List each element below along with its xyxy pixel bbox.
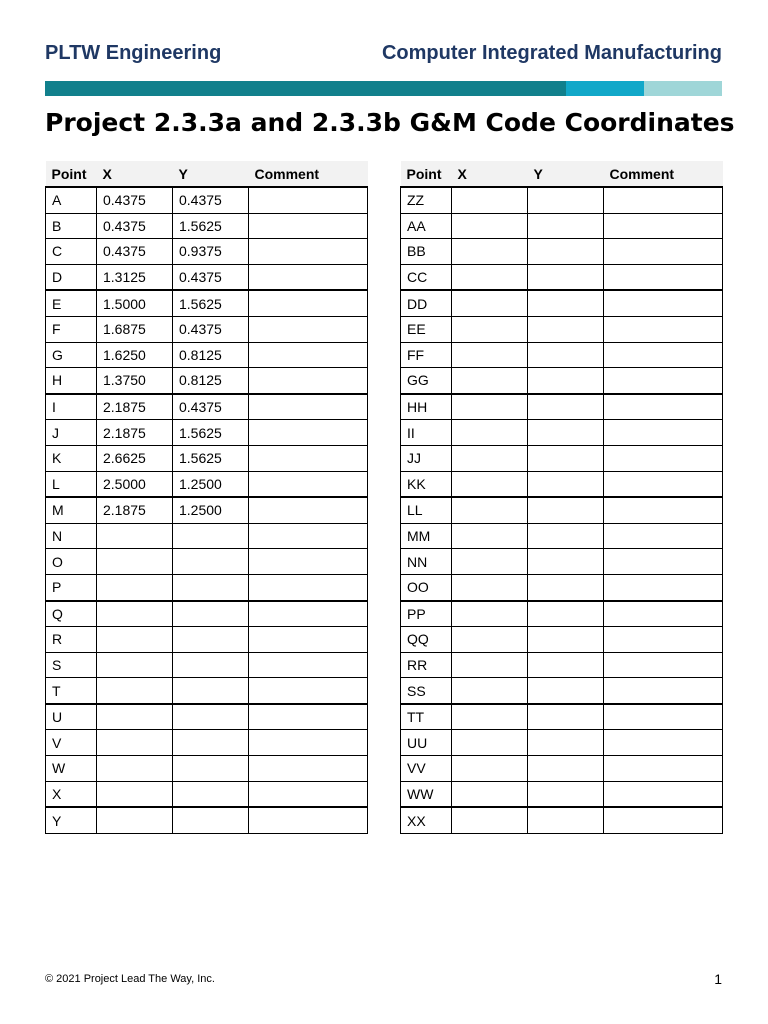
cell-x — [97, 678, 173, 704]
cell-comment — [249, 756, 368, 782]
table-row — [46, 807, 368, 833]
cell-y — [528, 394, 604, 420]
table-row — [401, 368, 723, 394]
cell-x — [452, 678, 528, 704]
cell-comment — [249, 497, 368, 523]
table-row — [46, 549, 368, 575]
column-header-x: X — [97, 161, 173, 187]
table-row — [401, 445, 723, 471]
table-row — [46, 627, 368, 653]
cell-y — [528, 807, 604, 833]
cell-point: N — [46, 523, 97, 549]
table-row — [401, 342, 723, 368]
cell-comment — [604, 601, 723, 627]
cell-x — [452, 445, 528, 471]
table-row — [46, 756, 368, 782]
cell-x — [97, 730, 173, 756]
table-row — [401, 497, 723, 523]
cell-comment — [604, 497, 723, 523]
cell-point: B — [46, 213, 97, 239]
cell-y — [528, 368, 604, 394]
cell-x — [452, 316, 528, 342]
cell-point: DD — [401, 290, 452, 316]
cell-x — [452, 781, 528, 807]
cell-x — [452, 627, 528, 653]
cell-comment — [604, 627, 723, 653]
footer-page-number: 1 — [714, 971, 722, 987]
cell-y — [173, 730, 249, 756]
cell-x — [97, 601, 173, 627]
cell-comment — [604, 807, 723, 833]
table-header-row — [401, 161, 723, 187]
cell-y: 1.5625 — [173, 290, 249, 316]
cell-comment — [604, 316, 723, 342]
cell-x — [97, 549, 173, 575]
column-header-point: Point — [46, 161, 97, 187]
cell-comment — [249, 678, 368, 704]
column-header-y: Y — [173, 161, 249, 187]
cell-point: W — [46, 756, 97, 782]
table-row — [46, 394, 368, 420]
cell-point: P — [46, 574, 97, 600]
cell-point: L — [46, 471, 97, 497]
cell-point: II — [401, 420, 452, 446]
cell-x — [452, 394, 528, 420]
table-row — [46, 239, 368, 265]
cell-x: 1.3125 — [97, 264, 173, 290]
cell-y — [528, 574, 604, 600]
table-row — [401, 601, 723, 627]
header-course-name: Computer Integrated Manufacturing — [381, 42, 722, 64]
cell-y — [528, 730, 604, 756]
cell-y — [528, 290, 604, 316]
cell-x — [452, 264, 528, 290]
cell-point: V — [46, 730, 97, 756]
table-row — [401, 316, 723, 342]
column-header-comment: Comment — [249, 161, 368, 187]
cell-y — [528, 445, 604, 471]
cell-x — [97, 704, 173, 730]
table-row — [46, 601, 368, 627]
cell-y — [528, 678, 604, 704]
cell-point: A — [46, 187, 97, 213]
cell-comment — [604, 187, 723, 213]
cell-y — [528, 756, 604, 782]
cell-x — [452, 730, 528, 756]
cell-point: J — [46, 420, 97, 446]
table-row — [46, 187, 368, 213]
cell-comment — [604, 781, 723, 807]
cell-y: 0.4375 — [173, 316, 249, 342]
cell-comment — [249, 213, 368, 239]
table-row — [46, 678, 368, 704]
cell-comment — [604, 471, 723, 497]
table-row — [401, 549, 723, 575]
table-row — [46, 316, 368, 342]
column-header-y: Y — [528, 161, 604, 187]
header-band-blue — [566, 81, 644, 96]
cell-point: H — [46, 368, 97, 394]
cell-x — [97, 523, 173, 549]
cell-point: ZZ — [401, 187, 452, 213]
cell-point: R — [46, 627, 97, 653]
cell-x: 0.4375 — [97, 213, 173, 239]
header-band-light-teal — [644, 81, 722, 96]
cell-comment — [604, 213, 723, 239]
cell-y — [528, 497, 604, 523]
cell-x — [452, 471, 528, 497]
cell-x: 0.4375 — [97, 187, 173, 213]
table-row — [46, 264, 368, 290]
cell-y — [528, 627, 604, 653]
table-row — [401, 394, 723, 420]
cell-comment — [604, 264, 723, 290]
cell-y — [173, 678, 249, 704]
cell-y: 1.2500 — [173, 497, 249, 523]
cell-x — [452, 652, 528, 678]
cell-x: 2.1875 — [97, 394, 173, 420]
cell-x: 1.5000 — [97, 290, 173, 316]
cell-x — [452, 756, 528, 782]
cell-comment — [249, 807, 368, 833]
table-row — [401, 730, 723, 756]
cell-point: G — [46, 342, 97, 368]
cell-comment — [249, 290, 368, 316]
cell-point: NN — [401, 549, 452, 575]
cell-comment — [604, 523, 723, 549]
cell-y — [528, 704, 604, 730]
cell-comment — [604, 342, 723, 368]
cell-y — [173, 574, 249, 600]
cell-point: WW — [401, 781, 452, 807]
table-row — [46, 342, 368, 368]
cell-y: 1.5625 — [173, 445, 249, 471]
cell-point: OO — [401, 574, 452, 600]
cell-comment — [249, 781, 368, 807]
cell-point: C — [46, 239, 97, 265]
cell-comment — [249, 627, 368, 653]
table-row — [401, 574, 723, 600]
cell-x — [452, 807, 528, 833]
cell-x — [452, 549, 528, 575]
cell-comment — [604, 368, 723, 394]
cell-x: 2.5000 — [97, 471, 173, 497]
cell-comment — [249, 342, 368, 368]
cell-x — [97, 627, 173, 653]
cell-comment — [249, 316, 368, 342]
cell-point: Q — [46, 601, 97, 627]
cell-x — [97, 574, 173, 600]
cell-x: 2.1875 — [97, 420, 173, 446]
cell-point: GG — [401, 368, 452, 394]
cell-comment — [604, 574, 723, 600]
cell-comment — [249, 704, 368, 730]
header-program-name: PLTW Engineering — [45, 42, 222, 64]
cell-y — [173, 807, 249, 833]
cell-y: 1.5625 — [173, 420, 249, 446]
column-header-comment: Comment — [604, 161, 723, 187]
cell-x — [452, 213, 528, 239]
cell-y: 0.9375 — [173, 239, 249, 265]
cell-point: S — [46, 652, 97, 678]
cell-x — [452, 523, 528, 549]
cell-comment — [604, 678, 723, 704]
table-row — [401, 781, 723, 807]
cell-y: 0.4375 — [173, 264, 249, 290]
cell-y: 0.4375 — [173, 394, 249, 420]
cell-point: MM — [401, 523, 452, 549]
cell-comment — [249, 549, 368, 575]
cell-y — [173, 549, 249, 575]
cell-x — [452, 290, 528, 316]
cell-comment — [249, 574, 368, 600]
cell-y: 1.2500 — [173, 471, 249, 497]
cell-point: LL — [401, 497, 452, 523]
table-row — [401, 652, 723, 678]
cell-point: SS — [401, 678, 452, 704]
cell-y — [528, 471, 604, 497]
cell-x — [97, 807, 173, 833]
page-title: Project 2.3.3a and 2.3.3b G&M Code Coordinates — [45, 108, 735, 137]
cell-comment — [604, 549, 723, 575]
cell-point: F — [46, 316, 97, 342]
cell-x — [97, 781, 173, 807]
cell-y — [528, 601, 604, 627]
cell-point: U — [46, 704, 97, 730]
cell-x — [97, 652, 173, 678]
coordinates-table-left — [45, 161, 368, 834]
cell-y — [173, 756, 249, 782]
column-header-point: Point — [401, 161, 452, 187]
table-row — [46, 652, 368, 678]
cell-point: D — [46, 264, 97, 290]
cell-comment — [604, 756, 723, 782]
cell-point: X — [46, 781, 97, 807]
cell-point: RR — [401, 652, 452, 678]
cell-x — [452, 601, 528, 627]
cell-x — [452, 420, 528, 446]
cell-y — [528, 264, 604, 290]
cell-point: XX — [401, 807, 452, 833]
cell-y — [528, 342, 604, 368]
table-row — [401, 756, 723, 782]
cell-comment — [249, 239, 368, 265]
table-row — [401, 290, 723, 316]
cell-y — [173, 523, 249, 549]
table-row — [46, 574, 368, 600]
cell-point: QQ — [401, 627, 452, 653]
cell-x — [452, 342, 528, 368]
cell-point: KK — [401, 471, 452, 497]
footer-copyright: © 2021 Project Lead The Way, Inc. — [45, 973, 215, 985]
cell-y — [173, 601, 249, 627]
header-band-dark-teal — [45, 81, 566, 96]
cell-comment — [604, 445, 723, 471]
cell-point: HH — [401, 394, 452, 420]
cell-comment — [604, 730, 723, 756]
table-row — [46, 420, 368, 446]
table-row — [401, 187, 723, 213]
table-row — [46, 368, 368, 394]
cell-point: I — [46, 394, 97, 420]
cell-y: 0.4375 — [173, 187, 249, 213]
table-row — [46, 781, 368, 807]
cell-y — [528, 781, 604, 807]
cell-y: 1.5625 — [173, 213, 249, 239]
cell-comment — [604, 394, 723, 420]
table-row — [401, 523, 723, 549]
table-row — [401, 627, 723, 653]
cell-comment — [604, 704, 723, 730]
cell-x — [97, 756, 173, 782]
cell-y — [173, 781, 249, 807]
cell-comment — [604, 239, 723, 265]
table-row — [46, 290, 368, 316]
cell-y — [528, 652, 604, 678]
cell-comment — [249, 730, 368, 756]
cell-y — [528, 213, 604, 239]
coordinates-table-right — [400, 161, 723, 834]
table-row — [46, 497, 368, 523]
cell-comment — [604, 652, 723, 678]
cell-x — [452, 187, 528, 213]
cell-x — [452, 368, 528, 394]
table-row — [401, 678, 723, 704]
cell-point: K — [46, 445, 97, 471]
cell-x — [452, 497, 528, 523]
cell-y — [173, 704, 249, 730]
cell-point: Y — [46, 807, 97, 833]
cell-x: 0.4375 — [97, 239, 173, 265]
table-row — [401, 420, 723, 446]
cell-y — [528, 316, 604, 342]
cell-point: T — [46, 678, 97, 704]
table-row — [46, 213, 368, 239]
cell-x: 2.6625 — [97, 445, 173, 471]
cell-point: TT — [401, 704, 452, 730]
cell-point: O — [46, 549, 97, 575]
table-row — [46, 471, 368, 497]
cell-y: 0.8125 — [173, 342, 249, 368]
table-row — [401, 807, 723, 833]
cell-comment — [249, 394, 368, 420]
table-row — [401, 264, 723, 290]
cell-comment — [604, 420, 723, 446]
cell-point: BB — [401, 239, 452, 265]
cell-point: AA — [401, 213, 452, 239]
cell-comment — [604, 290, 723, 316]
table-header-row — [46, 161, 368, 187]
cell-y — [528, 549, 604, 575]
cell-point: FF — [401, 342, 452, 368]
table-row — [401, 239, 723, 265]
cell-x — [452, 574, 528, 600]
cell-point: M — [46, 497, 97, 523]
cell-point: JJ — [401, 445, 452, 471]
table-row — [401, 704, 723, 730]
table-row — [401, 471, 723, 497]
cell-y: 0.8125 — [173, 368, 249, 394]
cell-point: VV — [401, 756, 452, 782]
cell-point: PP — [401, 601, 452, 627]
cell-x: 2.1875 — [97, 497, 173, 523]
cell-point: CC — [401, 264, 452, 290]
cell-comment — [249, 445, 368, 471]
table-row — [46, 730, 368, 756]
cell-comment — [249, 368, 368, 394]
cell-y — [173, 652, 249, 678]
cell-x — [452, 704, 528, 730]
cell-comment — [249, 523, 368, 549]
cell-x: 1.3750 — [97, 368, 173, 394]
cell-x: 1.6875 — [97, 316, 173, 342]
cell-point: E — [46, 290, 97, 316]
cell-y — [528, 523, 604, 549]
table-row — [46, 523, 368, 549]
cell-y — [528, 239, 604, 265]
cell-comment — [249, 420, 368, 446]
cell-y — [173, 627, 249, 653]
table-row — [401, 213, 723, 239]
cell-y — [528, 187, 604, 213]
column-header-x: X — [452, 161, 528, 187]
cell-point: EE — [401, 316, 452, 342]
cell-x: 1.6250 — [97, 342, 173, 368]
table-row — [46, 704, 368, 730]
cell-comment — [249, 601, 368, 627]
cell-y — [528, 420, 604, 446]
cell-comment — [249, 187, 368, 213]
cell-x — [452, 239, 528, 265]
cell-comment — [249, 652, 368, 678]
table-row — [46, 445, 368, 471]
cell-point: UU — [401, 730, 452, 756]
cell-comment — [249, 471, 368, 497]
cell-comment — [249, 264, 368, 290]
